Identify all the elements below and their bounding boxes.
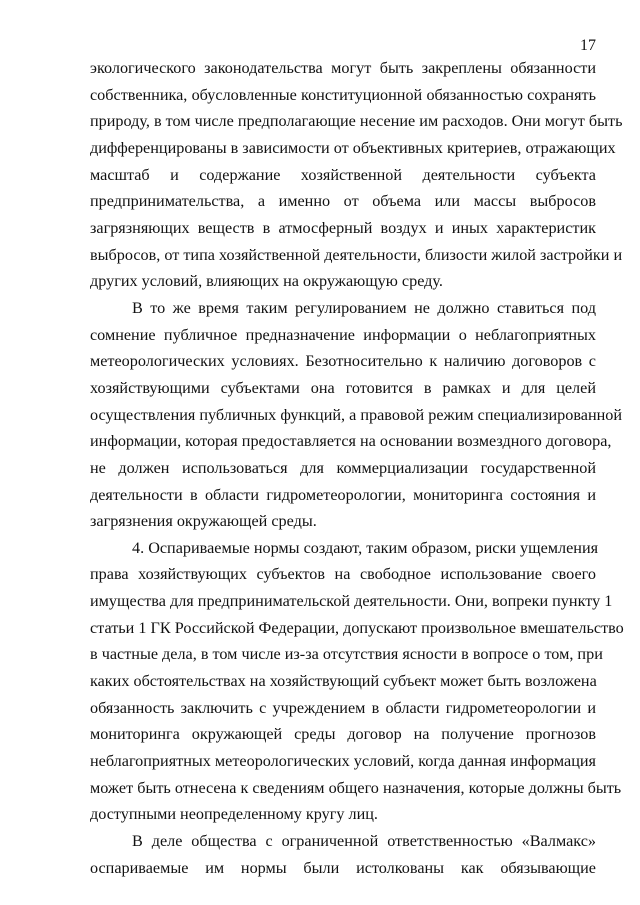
text-line: природу, в том числе предполагающие несение им расходов. Они могут быть bbox=[90, 112, 623, 131]
text-line: доступными неопределенному кругу лиц. bbox=[90, 805, 378, 824]
text-line: сомнение публичное предназначение информации о неблагоприятных bbox=[90, 325, 596, 344]
paragraph-3 bbox=[90, 535, 624, 828]
document-body bbox=[90, 55, 624, 881]
text-line: каких обстоятельствах на хозяйствующий субъект может быть возложена bbox=[90, 672, 597, 691]
text-line: хозяйствующими субъектами она готовится в рамках и для целей bbox=[90, 378, 596, 397]
text-line: масштаб и содержание хозяйственной деятельности субъекта bbox=[90, 165, 596, 184]
text-line: 4. Оспариваемые нормы создают, таким образом, риски ущемления bbox=[132, 538, 599, 557]
text-line: неблагоприятных метеорологических условий, когда данная информация bbox=[90, 752, 596, 771]
text-line: не должен использоваться для коммерциализации государственной bbox=[90, 458, 596, 477]
text-line: других условий, влияющих на окружающую среду. bbox=[90, 272, 443, 291]
text-line: имущества для предпринимательской деятельности. Они, вопреки пункту 1 bbox=[90, 592, 613, 611]
text-line: дифференцированы в зависимости от объективных критериев, отражающих bbox=[90, 138, 616, 157]
text-line: предпринимательства, а именно от объема или массы выбросов bbox=[90, 192, 596, 211]
text-line: права хозяйствующих субъектов на свободное использование своего bbox=[90, 565, 596, 584]
paragraph-1 bbox=[90, 55, 623, 295]
text-line: деятельности в области гидрометеорологии, мониторинга состояния и bbox=[90, 485, 596, 504]
text-line: загрязнения окружающей среды. bbox=[90, 512, 317, 531]
text-line: загрязняющих веществ в атмосферный воздух и иных характеристик bbox=[90, 218, 596, 237]
text-line: обязанность заключить с учреждением в области гидрометеорологии и bbox=[90, 698, 596, 717]
text-line: может быть отнесена к сведениям общего назначения, которые должны быть bbox=[90, 778, 622, 797]
text-line: информации, которая предоставляется на основании возмездного договора, bbox=[90, 432, 612, 451]
paragraph-4 bbox=[90, 828, 596, 881]
text-line: выбросов, от типа хозяйственной деятельности, близости жилой застройки и bbox=[90, 245, 623, 264]
text-line: собственника, обусловленные конституционной обязанностью сохранять bbox=[90, 85, 596, 104]
text-line: статьи 1 ГК Российской Федерации, допускают произвольное вмешательство bbox=[90, 618, 624, 637]
text-line: экологического законодательства могут быть закреплены обязанности bbox=[90, 59, 596, 77]
text-line: метеорологических условиях. Безотносительно к наличию договоров с bbox=[90, 352, 596, 371]
text-line: оспариваемые им нормы были истолкованы как обязывающие bbox=[90, 858, 596, 877]
page-number: 17 bbox=[580, 37, 596, 54]
text-line: В то же время таким регулированием не должно ставиться под bbox=[132, 298, 596, 317]
text-line: В деле общества с ограниченной ответственностью «Валмакс» bbox=[132, 832, 596, 851]
text-line: в частные дела, в том числе из-за отсутствия ясности в вопросе о том, при bbox=[90, 645, 603, 664]
paragraph-2 bbox=[90, 295, 623, 535]
text-line: мониторинга окружающей среды договор на получение прогнозов bbox=[90, 725, 596, 744]
text-line: осуществления публичных функций, а правовой режим специализированной bbox=[90, 405, 623, 424]
